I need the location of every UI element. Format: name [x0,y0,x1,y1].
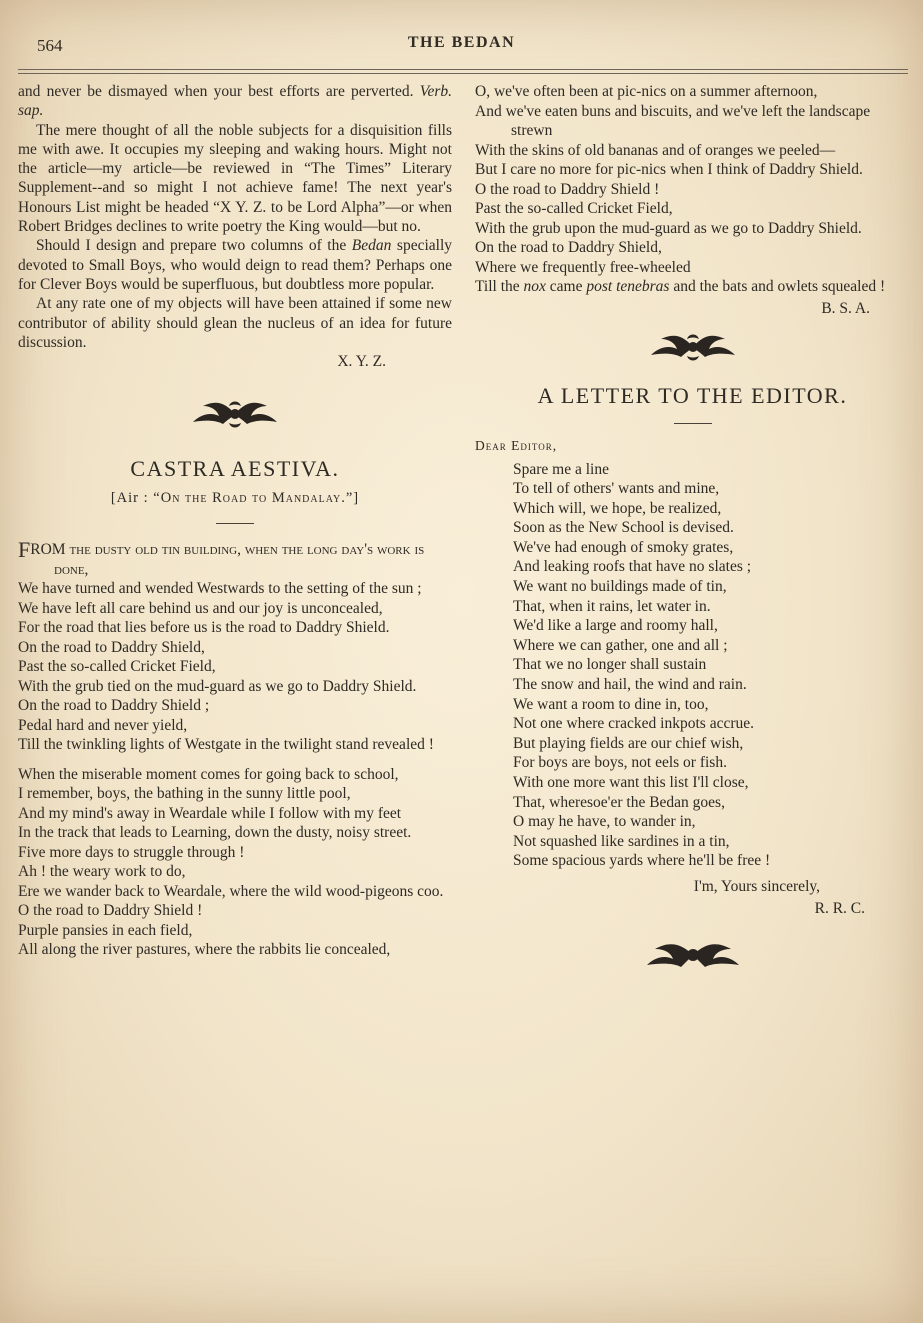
verse-line: Past the so-called Cricket Field, [475,200,673,217]
letter-closing: I'm, Yours sincerely, [693,877,820,895]
verse-italic: post tenebras [586,278,670,295]
letter-line: We want a room to dine in, too, [513,695,709,713]
page-header [0,34,923,58]
essay-paragraph: The mere thought of all the noble subjects for a disquisition fills me with awe. It occupies my sleeping and waking hours. Might not the article—my article—be reviewed in “The Times” Literary Supplement--and so might I not achieve fame! The next year's Honours List might be headed “X Y. Z. to be Lord Alpha”—or when Robert Bridges declines to write poetry the King would—but no. [18,121,452,236]
letter-line: For boys are boys, not eels or fish. [513,754,727,772]
letter-line: Spare me a line [513,460,609,478]
letter-line: O may he have, to wander in, [513,813,696,831]
poem-air-prefix: [Air : [110,490,149,507]
letter-salutation: Dear Editor, [475,437,558,453]
letter-body [475,460,910,871]
verse-line: With the skins of old bananas and of oranges we peeled— [475,141,836,159]
verse-line: Where we frequently free-wheeled [475,258,691,276]
verse-line: We have turned and wended Westwards to the setting of the sun ; [18,580,422,598]
essay-paragraph [18,82,452,121]
essay-italic: Verb. sap. [18,83,453,120]
verse-line: All along the river pastures, where the rabbits lie concealed, [18,941,391,959]
letter-line: Some spacious yards where he'll be free ! [513,852,771,870]
essay-paragraph: At any rate one of my objects will have been attained if some new contributor of ability should glean the nucleus of an idea for future discussion. [18,295,452,351]
stanza-1 [18,579,452,755]
verse-line: Ere we wander back to Weardale, where the wild wood-pigeons coo. [18,882,444,900]
verse-line: Five more days to struggle through ! [18,843,245,861]
letter-line: Not one where cracked inkpots accrue. [513,715,754,733]
verse-line: In the track that leads to Learning, down the dusty, noisy street. [18,824,412,842]
letter-line: Not squashed like sardines in a tin, [513,832,730,850]
verse-text: came [549,278,583,295]
running-head: THE BEDAN [407,34,516,51]
letter-line: That, wheresoe'er the Bedan goes, [513,793,725,811]
verse-line: O the road to Daddry Shield ! [18,902,203,920]
ornament-icon [643,329,743,365]
verse-line: O, we've often been at pic-nics on a summer afternoon, [475,83,818,100]
letter-line: Soon as the New School is devised. [513,519,734,537]
header-rule-top [18,69,908,70]
poem-air [18,490,452,507]
left-column [18,82,452,960]
verse-line: O the road to Daddry Shield ! [475,180,660,198]
poem-signature: B. S. A. [821,299,870,317]
verse-line: I remember, boys, the bathing in the sunny little pool, [18,785,351,803]
verse-line: And my mind's away in Weardale while I follow with my feet [18,804,402,822]
verse-line: Purple pansies in each field, [18,921,193,939]
verse-line: Ah ! the weary work to do, [18,863,186,881]
letter-line: With one more want this list I'll close, [513,774,749,791]
stanza-3 [475,82,910,277]
essay-italic: Bedan [351,237,392,255]
verse-line [18,537,452,579]
ornament-icon [185,396,285,432]
poem-air-title: “On the Road to Mandalay.”] [153,490,360,507]
verse-line: With the grub upon the mud-guard as we go to Daddry Shield. [475,219,862,237]
page-number: 564 [37,36,63,55]
letter-signature: R. R. C. [814,899,865,917]
letter-line: The snow and hail, the wind and rain. [513,676,747,694]
drop-cap: F [18,537,31,563]
letter-line: And leaking roofs that have no slates ; [513,558,752,576]
letter-line: Which will, we hope, be realized, [513,499,722,517]
verse-line: Pedal hard and never yield, [18,716,188,734]
essay-text: Should I design and prepare two columns of the [36,237,347,255]
letter-line: That, when it rains, let water in. [513,597,711,615]
verse-line: But I care no more for pic-nics when I think of Daddry Shield. [475,161,863,178]
verse-line: For the road that lies before us is the road to Daddry Shield. [18,619,390,637]
letter-line: Where we can gather, one and all ; [513,636,728,654]
letter-line: But playing fields are our chief wish, [513,734,744,752]
header-rule-bottom [18,73,908,74]
verse-line [475,277,910,297]
letter-line: We'd like a large and roomy hall, [513,617,718,635]
poem-title: CASTRA AESTIVA. [130,456,340,482]
letter-line: That we no longer shall sustain [513,656,707,674]
essay-text: and never be dismayed when your best efforts are perverted. [18,83,414,100]
verse-line: On the road to Daddry Shield, [18,638,205,656]
essay-paragraph [18,236,452,294]
essay-signature: X. Y. Z. [337,353,386,371]
verse-text: ROM the dusty old tin building, when the long day's work is done, [30,541,425,578]
verse-line: On the road to Daddry Shield, [475,239,662,256]
stanza-2 [18,765,452,960]
verse-line: Past the so-called Cricket Field, [18,658,216,676]
letter-title: A LETTER TO THE EDITOR. [537,382,848,408]
verse-line: We have left all care behind us and our joy is unconcealed, [18,599,383,617]
verse-line: And we've eaten buns and biscuits, and we've left the landscape strewn [475,102,871,139]
verse-line: With the grub tied on the mud-guard as we go to Daddry Shield. [18,677,417,695]
essay-text: specially devoted to Small Boys, who would deign to read them? Perhaps one for Clever Boys would be superfluous, but doubtless more popular. [18,237,452,293]
verse-line: On the road to Daddry Shield ; [18,697,210,715]
letter-line: We want no buildings made of tin, [513,578,727,596]
ornament-icon [643,935,743,975]
verse-line: When the miserable moment comes for going back to school, [18,765,399,783]
verse-text: and the bats and owlets squealed ! [673,278,886,295]
letter-line: We've had enough of smoky grates, [513,538,734,556]
verse-text: Till the [475,278,520,295]
letter-line: To tell of others' wants and mine, [513,480,720,498]
verse-italic: nox [523,278,546,295]
right-column [475,82,910,975]
verse-line: Till the twinkling lights of Westgate in the twilight stand revealed ! [18,736,434,754]
